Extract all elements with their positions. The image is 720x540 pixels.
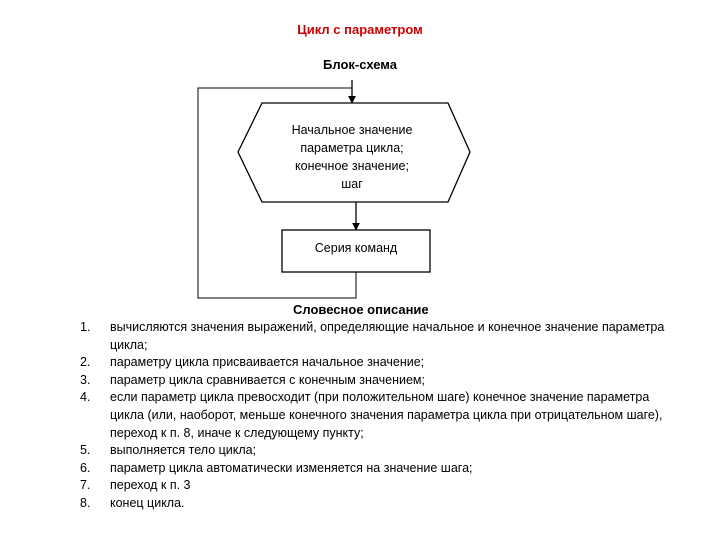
- list-item: [80, 319, 680, 354]
- hexagon-line: параметра цикла;: [300, 141, 404, 155]
- step-number: 6.: [80, 460, 91, 475]
- list-item: [80, 477, 680, 495]
- hexagon-line: шаг: [341, 177, 363, 191]
- step-text: конец цикла.: [110, 495, 185, 510]
- description-heading: Словесное описание: [293, 302, 429, 317]
- page-title: Цикл с параметром: [297, 22, 423, 37]
- list-item: [80, 389, 680, 442]
- steps-list: [80, 319, 680, 513]
- list-item: [80, 495, 680, 513]
- step-text: вычисляются значения выражений, определяющие начальное и конечное значение параметра цикла;: [110, 320, 665, 352]
- step-text: выполняется тело цикла;: [110, 443, 257, 458]
- step-number: 3.: [80, 372, 91, 387]
- step-number: 8.: [80, 495, 91, 510]
- step-number: 2.: [80, 355, 91, 370]
- step-text: параметр цикла автоматически изменяется на значение шага;: [110, 460, 473, 475]
- hexagon-line: Начальное значение: [291, 123, 413, 137]
- step-number: 4.: [80, 390, 91, 405]
- flowchart-title: Блок-схема: [323, 57, 397, 72]
- step-number: 7.: [80, 478, 91, 493]
- step-number: 5.: [80, 443, 91, 458]
- step-text: параметр цикла сравнивается с конечным значением;: [110, 372, 425, 387]
- loop-header-text: [262, 121, 442, 193]
- hexagon-line: конечное значение;: [295, 159, 409, 173]
- step-text: переход к п. 3: [110, 478, 191, 493]
- step-text: если параметр цикла превосходит (при положительном шаге) конечное значение параметра цикла (или, наоборот, меньше конечного значения параметра цикла при отрицательном шаге), переход к п. 8, иначе к следующему пункту;: [110, 390, 663, 440]
- list-item: [80, 442, 680, 460]
- step-number: 1.: [80, 320, 91, 334]
- process-label: Серия команд: [314, 241, 398, 255]
- list-item: [80, 354, 680, 372]
- list-item: [80, 460, 680, 478]
- list-item: [80, 372, 680, 390]
- step-text: параметру цикла присваивается начальное значение;: [110, 355, 425, 370]
